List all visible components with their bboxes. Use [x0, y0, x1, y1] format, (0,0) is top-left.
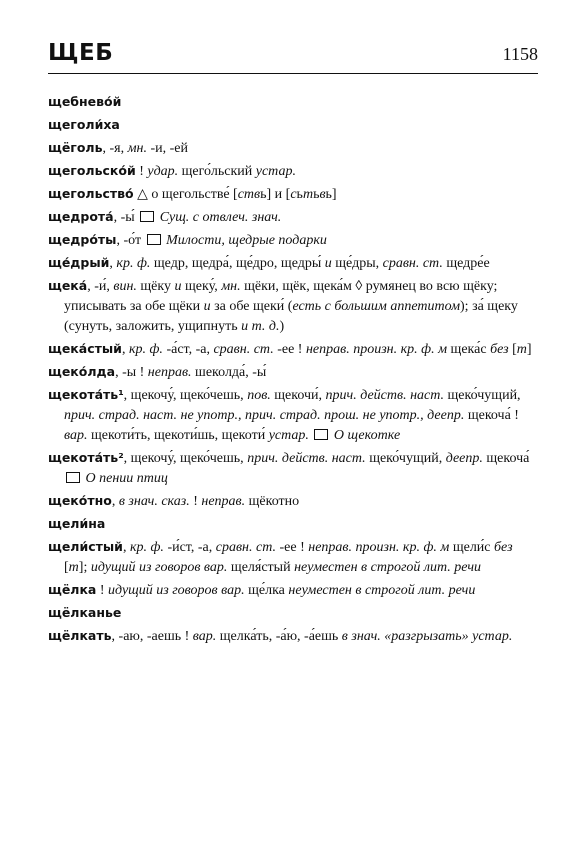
entry-text: шеколда́, -ы́	[191, 365, 267, 380]
grammar-label: идущий из говоров вар.	[108, 583, 245, 598]
headword: щека́	[48, 278, 88, 293]
grammar-label: т	[302, 187, 314, 202]
grammar-label: идущий из говоров вар.	[90, 560, 228, 575]
dictionary-entry	[48, 580, 538, 601]
grammar-label: и т. д.	[241, 319, 280, 334]
entry-text: △ о щегольстве́ [	[133, 187, 238, 202]
headword: щегольство́	[48, 186, 134, 201]
grammar-label: в знач. «разгрызать» устар.	[341, 629, 513, 644]
grammar-label: кр. ф.	[128, 342, 163, 357]
entry-text: щека́с	[447, 342, 491, 357]
grammar-label: с	[290, 187, 297, 202]
entry-text: !	[135, 164, 148, 179]
entry-text: за обе щеки́ (	[210, 299, 293, 314]
headword: щеко́лда	[48, 364, 116, 379]
grammar-label: Милости, щедрые подарки	[162, 233, 327, 248]
headword: щеголи́ха	[48, 117, 120, 132]
entry-text: щекоча́	[482, 451, 530, 466]
headword: щекота́ть¹	[48, 387, 124, 402]
entry-text: ь	[313, 187, 320, 202]
entry-text: щёкотно	[245, 494, 300, 509]
grammar-label: неправ. произн. кр. ф. м	[305, 342, 448, 357]
grammar-label: деепр.	[445, 451, 483, 466]
entry-text: -а́ст, -а,	[162, 342, 214, 357]
grammar-label: устар.	[268, 428, 309, 443]
dictionary-entry	[48, 514, 538, 535]
entry-text: [	[64, 560, 69, 575]
entry-text: , щекочу́, щеко́чешь,	[123, 388, 248, 403]
grammar-label: неуместен в строгой лит. речи	[288, 583, 476, 598]
entry-text: , -аю, -аешь !	[111, 629, 193, 644]
grammar-label: неправ.	[201, 494, 246, 509]
entry-text: ще́дры,	[331, 256, 383, 271]
entry-text: щелка́ть, -а́ю, -а́ешь	[216, 629, 342, 644]
entry-text	[309, 428, 313, 443]
headword: щекота́ть²	[48, 450, 124, 465]
usage-note-box-icon	[140, 211, 154, 222]
grammar-label: в знач. сказ.	[118, 494, 190, 509]
entry-text: щеку́,	[181, 279, 222, 294]
grammar-label: прич. действ. наст.	[247, 451, 366, 466]
headword: щека́стый	[48, 341, 122, 356]
entry-text: щекочи́,	[270, 388, 326, 403]
grammar-label: неуместен в строгой лит. речи	[294, 560, 482, 575]
page-header	[48, 40, 538, 70]
dictionary-entry	[48, 161, 538, 182]
grammar-label: О щекотке	[330, 428, 401, 443]
entry-text: щекоти́ть, щекоти́шь, щекоти́	[87, 428, 269, 443]
entry-text: , -о́т	[116, 233, 145, 248]
entry-text: !	[96, 583, 109, 598]
entry-text: ь	[296, 187, 303, 202]
dictionary-entry	[48, 339, 538, 360]
entry-text: щёку	[136, 279, 175, 294]
running-head: ЩЕБ	[48, 40, 114, 66]
grammar-label: пов.	[247, 388, 271, 403]
entry-text: ); за́ щеку (сунуть, заложить, ущипнуть	[64, 299, 518, 334]
dictionary-entry	[48, 230, 538, 251]
grammar-label: вар.	[192, 629, 217, 644]
entry-text: ще́лка	[244, 583, 289, 598]
grammar-label: прич. страд. наст. не употр., прич. страд. прош. не употр., деепр.	[64, 408, 465, 423]
headword: щёлкать	[48, 628, 112, 643]
dictionary-entry	[48, 626, 538, 647]
headword: щедро́ты	[48, 232, 117, 247]
grammar-label: удар.	[147, 164, 179, 179]
grammar-label: вин.	[113, 279, 137, 294]
dictionary-entry	[48, 537, 538, 578]
entry-text: щеко́чущий,	[365, 451, 446, 466]
entry-text: , -ы́	[113, 210, 139, 225]
dictionary-entry	[48, 276, 538, 337]
dictionary-entry	[48, 253, 538, 274]
headword: щёголь	[48, 140, 103, 155]
entry-text: ь] и [	[260, 187, 291, 202]
grammar-label: сравн. ст.	[215, 540, 276, 555]
grammar-label: т	[68, 560, 79, 575]
dictionary-entry	[48, 362, 538, 383]
dictionary-entry	[48, 385, 538, 446]
grammar-label: прич. действ. наст.	[325, 388, 445, 403]
grammar-label: сравн. ст.	[213, 342, 274, 357]
entry-text: ];	[78, 560, 91, 575]
entry-text: щего́льский	[178, 164, 256, 179]
dictionary-entry	[48, 207, 538, 228]
grammar-label: без	[494, 540, 513, 555]
entry-text: !	[189, 494, 202, 509]
entry-text: щеля́стый	[227, 560, 295, 575]
dictionary-entry	[48, 138, 538, 159]
grammar-label: сравн. ст.	[382, 256, 443, 271]
entry-text: щели́с	[449, 540, 495, 555]
grammar-label: кр. ф.	[116, 256, 151, 271]
grammar-label: ств	[237, 187, 261, 202]
grammar-label: мн.	[127, 141, 147, 156]
grammar-label: неправ.	[147, 365, 192, 380]
entry-text: , -я,	[102, 141, 128, 156]
headword: ще́дрый	[48, 255, 110, 270]
grammar-label: мн.	[221, 279, 241, 294]
dictionary-entry	[48, 603, 538, 624]
entry-text: -ее !	[273, 342, 306, 357]
page-number: 1158	[502, 44, 538, 64]
entry-text: ь]	[325, 187, 337, 202]
grammar-label: и	[324, 256, 332, 271]
usage-note-box-icon	[147, 234, 161, 245]
entry-text: , -ы !	[115, 365, 148, 380]
entry-text: ,	[109, 256, 117, 271]
headword: щели́на	[48, 516, 106, 531]
entry-text: ,	[111, 494, 119, 509]
grammar-label: Сущ. с отвлеч. знач.	[156, 210, 282, 225]
grammar-label: и	[174, 279, 182, 294]
entry-text: ]	[526, 342, 532, 357]
dictionary-entry	[48, 115, 538, 136]
header-rule	[48, 73, 538, 74]
entry-text: -и, -ей	[146, 141, 189, 156]
grammar-label: т	[516, 342, 527, 357]
headword: щели́стый	[48, 539, 123, 554]
grammar-label: вар.	[64, 428, 88, 443]
dictionary-entry	[48, 491, 538, 512]
entry-text: щёки, щёк, щека́м ◊ румянец во всю щёку; уписывать за обе щёки	[64, 279, 498, 314]
grammar-label: О пении птиц	[82, 471, 168, 486]
usage-note-box-icon	[314, 429, 328, 440]
entry-text: -ее !	[275, 540, 309, 555]
entry-text: [	[508, 342, 517, 357]
grammar-label: неправ. произн. кр. ф. м	[308, 540, 450, 555]
entry-text: , щекочу́, щеко́чешь,	[123, 451, 248, 466]
entry-list	[48, 92, 538, 649]
entry-text: щеко́чущий,	[444, 388, 521, 403]
dictionary-entry	[48, 92, 538, 113]
headword: щедрота́	[48, 209, 114, 224]
entry-text: щекоча́ !	[464, 408, 519, 423]
headword: щегольско́й	[48, 163, 136, 178]
entry-text: -и́ст, -а,	[163, 540, 216, 555]
grammar-label: без	[490, 342, 509, 357]
grammar-label: кр. ф.	[129, 540, 164, 555]
headword: щёлканье	[48, 605, 122, 620]
grammar-label: устар.	[255, 164, 296, 179]
dictionary-entry	[48, 448, 538, 489]
entry-text: ,	[122, 540, 130, 555]
entry-text: , -и́,	[87, 279, 114, 294]
entry-text: щедр, щедра́, ще́дро, щедры́	[150, 256, 325, 271]
headword: щёлка	[48, 582, 97, 597]
headword: щеко́тно	[48, 493, 112, 508]
entry-text: ,	[121, 342, 129, 357]
grammar-label: и	[203, 299, 211, 314]
usage-note-box-icon	[66, 472, 80, 483]
entry-text: щедре́е	[442, 256, 490, 271]
grammar-label: есть с большим аппетитом	[292, 299, 461, 314]
entry-text: )	[279, 319, 285, 334]
dictionary-entry	[48, 184, 538, 205]
headword: щебнево́й	[48, 94, 122, 109]
grammar-label: в	[319, 187, 326, 202]
